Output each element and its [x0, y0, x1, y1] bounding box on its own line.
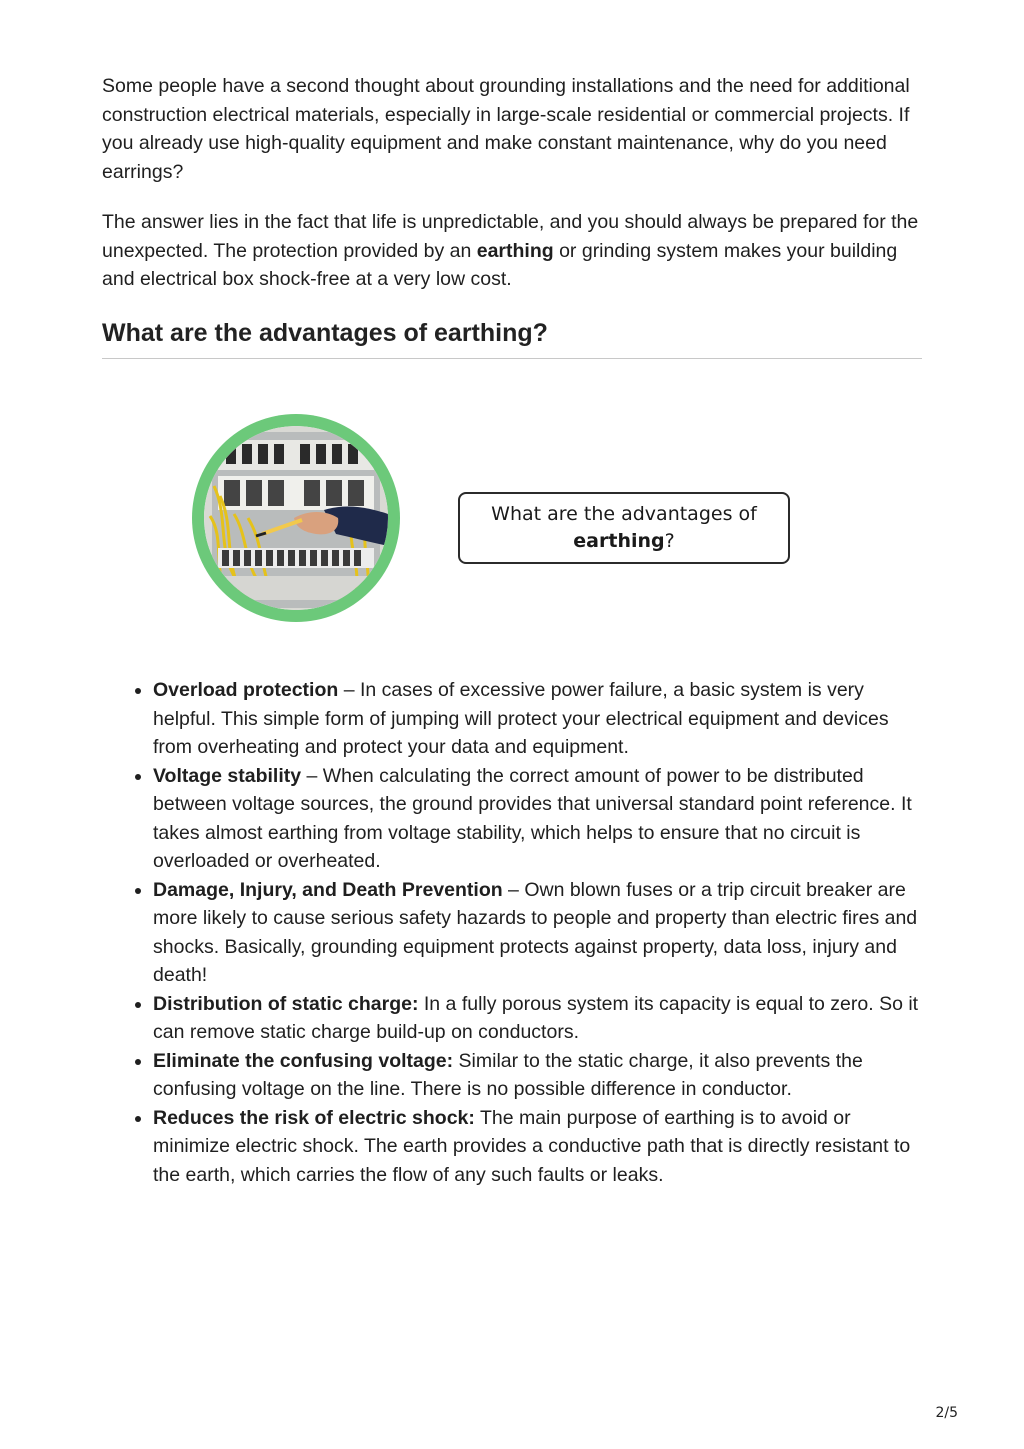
advantages-list	[102, 676, 922, 1189]
list-item	[153, 876, 922, 990]
list-item	[153, 990, 922, 1047]
list-item-term: Voltage stability	[153, 764, 302, 787]
list-item	[153, 1104, 922, 1190]
photo-ring	[192, 414, 400, 622]
list-item	[153, 676, 922, 762]
electrician-photo	[204, 426, 388, 610]
answer-text-end: or grinding system makes your building and electrical box shock-free at a very low cost.	[102, 239, 898, 290]
callout-question-mark: ?	[664, 530, 675, 552]
callout-line-1: What are the advantages of	[491, 503, 757, 525]
list-item-term: Reduces the risk of electric shock:	[153, 1106, 475, 1129]
list-item-desc: The main purpose of earthing is to avoid or minimize electric shock. The earth provides a conductive path that is directly resistant to the earth, which carries the flow of any such faults or leaks.	[153, 1106, 911, 1186]
list-item	[153, 762, 922, 876]
list-item	[153, 1047, 922, 1104]
callout-line-2	[573, 528, 674, 555]
list-item-term: Damage, Injury, and Death Prevention	[153, 878, 503, 901]
answer-paragraph	[102, 208, 922, 294]
intro-paragraph: Some people have a second thought about grounding installations and the need for additional construction electrical materials, especially in large-scale residential or commercial projects. If you already use high-quality equipment and make constant maintenance, why do you need earrings?	[102, 75, 910, 183]
electrical-panel-illustration	[204, 426, 388, 610]
list-item-term: Eliminate the confusing voltage:	[153, 1049, 454, 1072]
list-item-desc: – Own blown fuses or a trip circuit breaker are more likely to cause serious safety hazards to people and property than electric fires and shocks. Basically, grounding equipment protects against property, data loss, injury and death!	[153, 878, 918, 986]
advantages-figure	[192, 414, 792, 636]
section-title: What are the advantages of earthing?	[102, 316, 922, 359]
list-item-desc: – In cases of excessive power failure, a basic system is very helpful. This simple form of jumping will protect your electrical equipment and devices from overheating and protect your data and equipment.	[153, 679, 889, 758]
page-number: 2/5	[935, 1405, 958, 1421]
list-item-desc: – When calculating the correct amount of power to be distributed between voltage sources, the ground provides that universal standard point reference. It takes almost earthing from voltage stability, which helps to ensure that no circuit is overloaded or overheated.	[153, 764, 912, 872]
list-item-desc: Similar to the static charge, it also prevents the confusing voltage on the line. There is no possible difference in conductor.	[153, 1049, 863, 1100]
answer-bold-term: earthing	[476, 239, 554, 262]
list-item-desc: In a fully porous system its capacity is equal to zero. So it can remove static charge build-up on conductors.	[153, 992, 919, 1043]
advantages-callout	[458, 492, 790, 564]
answer-text-start: The answer lies in the fact that life is unpredictable, and you should always be prepared for the unexpected. The protection provided by an	[102, 211, 919, 262]
list-item-term: Distribution of static charge:	[153, 992, 419, 1015]
list-item-term: Overload protection	[153, 679, 339, 701]
document-page	[102, 72, 922, 1186]
callout-bold-term: earthing	[573, 530, 665, 552]
